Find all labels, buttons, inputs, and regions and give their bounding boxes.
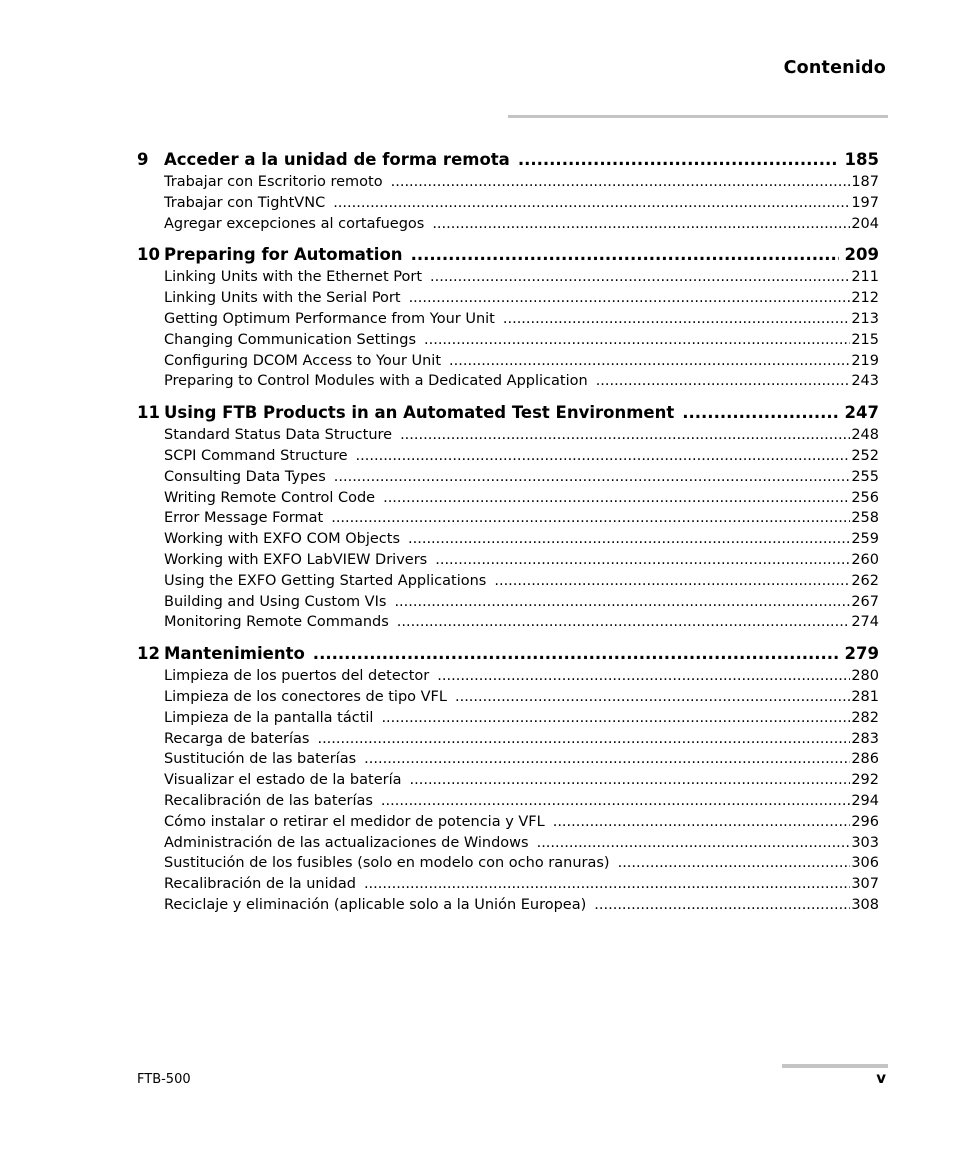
entry-title: Sustitución de los fusibles (solo en modelo con ocho ranuras): [164, 855, 610, 872]
entry-page-number: 256: [851, 489, 879, 506]
entry-title: Recalibración de las baterías: [164, 792, 373, 809]
entry-page-number: 281: [851, 688, 879, 705]
entry-title: Agregar excepciones al cortafuegos: [164, 215, 425, 232]
toc-chapter: [137, 641, 879, 916]
dot-leader: [381, 791, 850, 812]
entry-title: Consulting Data Types: [164, 468, 326, 485]
entry-title: Standard Status Data Structure: [164, 427, 393, 444]
dot-leader: [553, 812, 851, 833]
entry-page-number: 213: [851, 310, 879, 327]
dot-leader: [364, 749, 850, 770]
dot-leader: [437, 666, 850, 687]
header-divider: [508, 115, 888, 118]
dot-leader: [424, 330, 850, 351]
entry-title: Configuring DCOM Access to Your Unit: [164, 352, 442, 369]
entry-title: Administración de las actualizaciones de Windows: [164, 834, 529, 851]
entry-title: Using the EXFO Getting Started Applications: [164, 572, 487, 589]
dot-leader: [409, 288, 851, 309]
chapter-page-number: 185: [844, 150, 879, 169]
entry-page-number: 280: [851, 668, 879, 685]
dot-leader: [364, 874, 850, 895]
entry-title: Error Message Format: [164, 510, 324, 527]
toc-entry[interactable]: [164, 330, 879, 351]
dot-leader: [494, 571, 850, 592]
entry-title: Trabajar con Escritorio remoto: [164, 174, 383, 190]
entry-title: Building and Using Custom VIs: [164, 593, 387, 610]
dot-leader: [394, 592, 850, 613]
entry-title: Limpieza de los conectores de tipo VFL: [164, 688, 447, 705]
chapter-title: Acceder a la unidad de forma remota: [164, 150, 510, 169]
toc-entry[interactable]: [164, 853, 879, 874]
toc-chapter-heading[interactable]: [137, 400, 879, 425]
toc-entry[interactable]: [164, 708, 879, 729]
page-header-title: Contenido: [783, 58, 886, 78]
toc-entry[interactable]: [164, 288, 879, 309]
toc-entry[interactable]: [164, 791, 879, 812]
dot-leader: [449, 351, 850, 372]
toc-entry[interactable]: [164, 770, 879, 791]
dot-leader: [435, 550, 850, 571]
dot-leader: [455, 687, 850, 708]
toc-chapter-heading[interactable]: [137, 641, 879, 666]
entry-title: Getting Optimum Performance from Your Unit: [164, 310, 495, 327]
dot-leader: [682, 400, 838, 425]
entry-title: SCPI Command Structure: [164, 447, 348, 464]
toc-entry[interactable]: [164, 371, 879, 392]
entry-page-number: 211: [851, 269, 879, 286]
chapter-number: 10: [137, 245, 160, 265]
toc-entry[interactable]: [164, 895, 879, 916]
entry-title: Recarga de baterías: [164, 730, 310, 747]
toc-chapter-heading[interactable]: [137, 147, 879, 172]
toc-entry[interactable]: [164, 612, 879, 633]
entry-title: Recalibración de la unidad: [164, 876, 356, 893]
entry-title: Working with EXFO COM Objects: [164, 531, 401, 548]
chapter-title: Using FTB Products in an Automated Test Environment: [164, 403, 675, 423]
chapter-title: Mantenimiento: [164, 644, 305, 664]
entry-title: Limpieza de los puertos del detector: [164, 668, 430, 685]
entry-page-number: 282: [851, 709, 879, 726]
footer-product-name: FTB-500: [137, 1072, 191, 1087]
entry-title: Monitoring Remote Commands: [164, 614, 389, 631]
entry-page-number: 255: [851, 468, 879, 485]
entry-page-number: 274: [851, 614, 879, 631]
toc-chapter: [137, 147, 879, 234]
dot-leader: [503, 309, 850, 330]
dot-leader: [618, 853, 851, 874]
dot-leader: [410, 770, 851, 791]
entry-page-number: 306: [851, 855, 879, 872]
entry-title: Cómo instalar o retirar el medidor de potencia y VFL: [164, 813, 545, 830]
entry-page-number: 292: [851, 772, 879, 789]
entry-page-number: 204: [851, 215, 879, 232]
entry-title: Sustitución de las baterías: [164, 751, 357, 768]
dot-leader: [518, 147, 839, 172]
entry-title: Limpieza de la pantalla táctil: [164, 709, 374, 726]
toc-entry[interactable]: [164, 508, 879, 529]
toc-entry[interactable]: [164, 592, 879, 613]
dot-leader: [408, 529, 850, 550]
entry-page-number: 303: [851, 834, 879, 851]
toc-entry[interactable]: [164, 874, 879, 895]
toc-entry[interactable]: [164, 488, 879, 509]
toc-entry[interactable]: [164, 467, 879, 488]
entry-page-number: 243: [851, 373, 879, 390]
entry-page-number: 212: [851, 290, 879, 307]
toc-entry[interactable]: [164, 309, 879, 330]
toc-entry[interactable]: [164, 749, 879, 770]
entry-title: Linking Units with the Ethernet Port: [164, 269, 422, 286]
entry-title: Reciclaje y eliminación (aplicable solo a la Unión Europea): [164, 896, 587, 913]
footer-divider: [782, 1064, 888, 1068]
footer-page-number: v: [876, 1069, 886, 1087]
dot-leader: [432, 214, 850, 235]
toc-entry[interactable]: [164, 729, 879, 750]
dot-leader: [313, 641, 839, 666]
toc-entry[interactable]: [164, 550, 879, 571]
toc-entry[interactable]: [164, 687, 879, 708]
dot-leader: [334, 467, 851, 488]
entry-page-number: 197: [851, 194, 879, 211]
entry-page-number: 259: [851, 531, 879, 548]
dot-leader: [383, 488, 850, 509]
dot-leader: [596, 371, 851, 392]
toc-entry[interactable]: [164, 812, 879, 833]
entry-page-number: 258: [851, 510, 879, 527]
entry-page-number: 286: [851, 751, 879, 768]
entry-title: Writing Remote Control Code: [164, 489, 376, 506]
entry-page-number: 296: [851, 813, 879, 830]
entry-page-number: 248: [851, 427, 879, 444]
table-of-contents: [137, 147, 879, 924]
chapter-title: Preparing for Automation: [164, 245, 403, 265]
toc-entry[interactable]: [164, 214, 879, 235]
entry-title: Visualizar el estado de la batería: [164, 772, 402, 789]
toc-entry[interactable]: [164, 351, 879, 372]
dot-leader: [317, 729, 850, 750]
dot-leader: [391, 172, 851, 193]
dot-leader: [333, 193, 850, 214]
entry-title: Linking Units with the Serial Port: [164, 290, 401, 307]
chapter-page-number: 279: [844, 644, 879, 664]
chapter-page-number: 247: [844, 403, 879, 423]
dot-leader: [356, 446, 851, 467]
toc-chapter-heading[interactable]: [137, 242, 879, 267]
entry-title: Preparing to Control Modules with a Dedicated Application: [164, 373, 588, 390]
entry-page-number: 187: [851, 174, 879, 190]
dot-leader: [537, 833, 851, 854]
entry-title: Changing Communication Settings: [164, 331, 416, 348]
dot-leader: [411, 242, 839, 267]
entry-page-number: 260: [851, 551, 879, 568]
toc-entry[interactable]: [164, 446, 879, 467]
chapter-number: 11: [137, 403, 160, 423]
chapter-number: 12: [137, 644, 160, 664]
entry-page-number: 308: [851, 896, 879, 913]
entry-page-number: 267: [851, 593, 879, 610]
toc-entry[interactable]: [164, 425, 879, 446]
toc-entry[interactable]: [164, 193, 879, 214]
entry-page-number: 294: [851, 792, 879, 809]
entry-page-number: 307: [851, 876, 879, 893]
dot-leader: [594, 895, 850, 916]
dot-leader: [430, 267, 850, 288]
entry-title: Working with EXFO LabVIEW Drivers: [164, 551, 428, 568]
toc-entry[interactable]: [164, 529, 879, 550]
chapter-page-number: 209: [844, 245, 879, 265]
toc-entry[interactable]: [164, 267, 879, 288]
toc-chapter: [137, 400, 879, 633]
entry-page-number: 283: [851, 730, 879, 747]
dot-leader: [397, 612, 851, 633]
entry-title: Trabajar con TightVNC: [164, 194, 326, 211]
toc-entry[interactable]: [164, 833, 879, 854]
toc-entry[interactable]: [164, 571, 879, 592]
toc-entry[interactable]: [164, 172, 879, 193]
entry-page-number: 215: [851, 331, 879, 348]
toc-entry[interactable]: [164, 666, 879, 687]
entry-page-number: 252: [851, 447, 879, 464]
dot-leader: [331, 508, 850, 529]
chapter-number: 9: [137, 150, 149, 169]
entry-page-number: 262: [851, 572, 879, 589]
entry-page-number: 219: [851, 352, 879, 369]
toc-chapter: [137, 242, 879, 392]
dot-leader: [400, 425, 850, 446]
dot-leader: [381, 708, 850, 729]
